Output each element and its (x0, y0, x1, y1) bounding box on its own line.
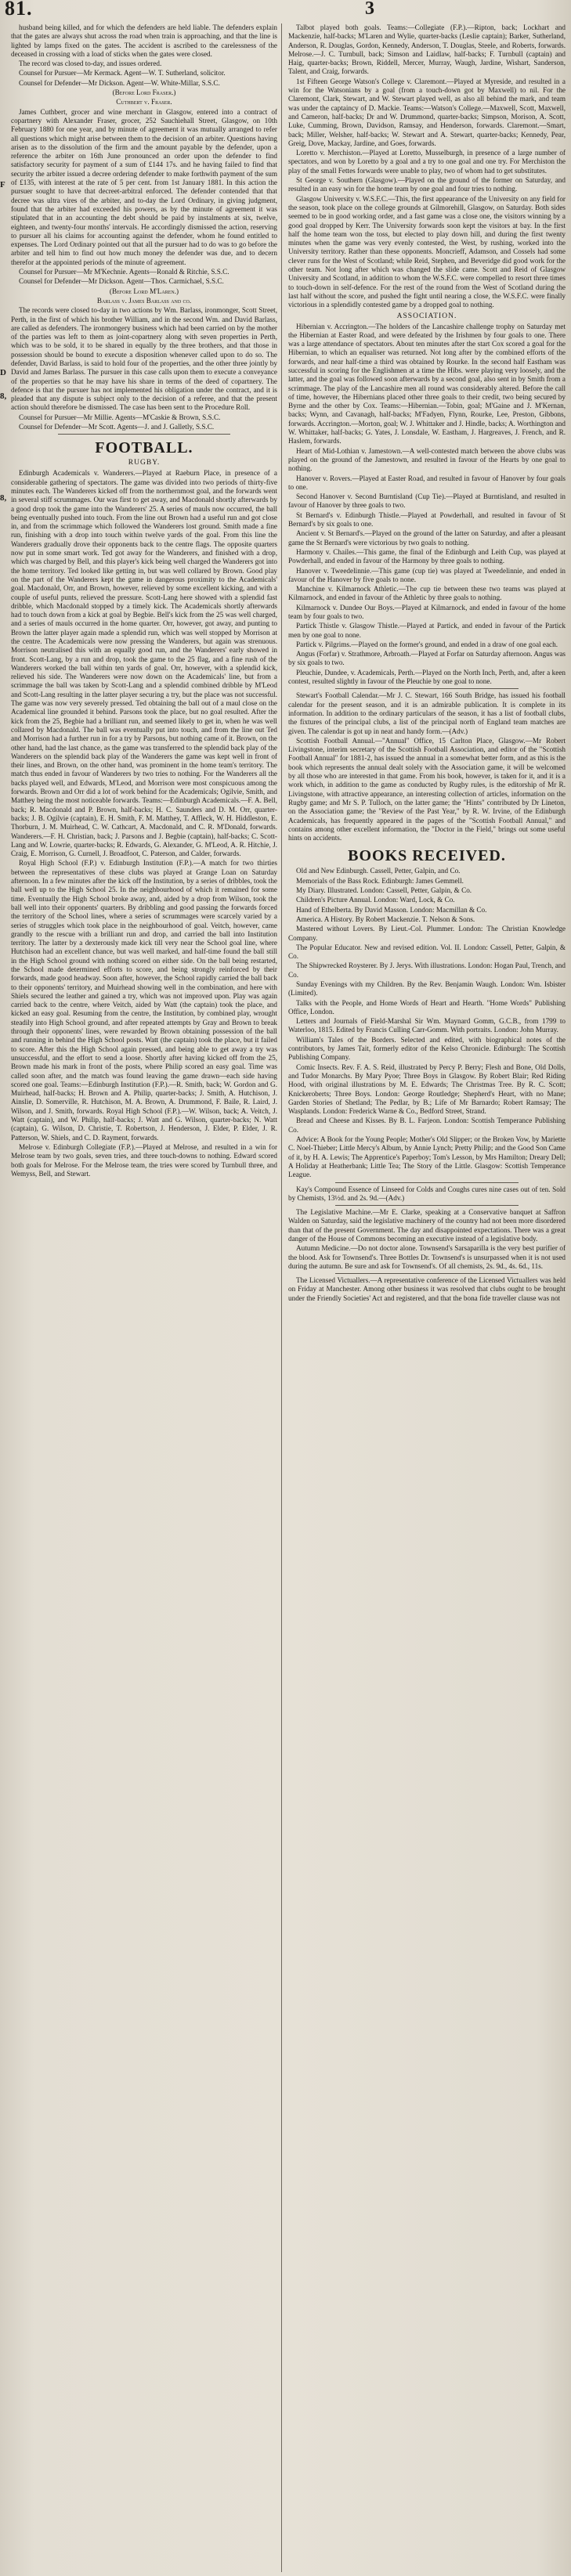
article-paragraph: Counsel for Pursuer—Mr M'Kechnie. Agents—Ronald & Ritchie, S.S.C. (19, 268, 229, 276)
article-paragraph: Letters and Journals of Field-Marshal Sir Wm. Maynard Gomm, G.C.B., from 1799 to Waterloo, 1815. Edited by Francis Culling Carr-Gomm. With portraits. London: John Murray. (288, 1017, 566, 1034)
article-paragraph: The Popular Educator. New and revised edition. Vol. II. London: Cassell, Petter, Galpin, & Co. (288, 943, 566, 961)
article-paragraph: St George v. Southern (Glasgow).—Played on the ground of the former on Saturday, and resulted in an easy win for the home team by one goal and four tries to nothing. (288, 176, 566, 193)
article-paragraph: Hibernian v. Accrington.—The holders of the Lancashire challenge trophy on Saturday met the Hibernian at Easter Road, and were defeated by the Irishmen by four goals to one. There was a large attendance of spectators. About ten minutes after the start Cox scored a goal for the Hibernian, to which an equaliser was returned. Not long after by the combined efforts of the forwards, and near half-time a third was obtained by Rourke. In the second half Eastham was successful in scoring for the Englishmen at a time the Hibs. were playing very loosely, and the latter, and the goal was followed soon afterwards by a second goal, also sent in by Smith from a scrimmage. The play of the Lancashire men all round was considerably altered. Before the call of time, however, the Hibernians placed other three goals to their credit, two being secured by Byrne and the other by Cox. Teams:—Hibernian.—Tobin, goal; M'Gaine and J. M'Kernan, backs; Wynn, and Cavanagh, half-backs; M'Fadyen, Flynn, Rourke, Lee, Preston, Gibbons, forwards. Accrington.—Morton, goal; W. J. Whittaker and J. Hindle, backs; A. Worthington and W. Whittaker, half-backs; G. Yates, J. Lonsdale, W. Eastham, J. Hargreaves, J. French, and R. Haslem, forwards. (288, 322, 566, 446)
article-paragraph: Counsel for Defender—Mr Dickson. Agent—W. White-Millar, S.S.C. (19, 78, 220, 87)
article-paragraph: Glasgow University v. W.S.F.C.—This, the first appearance of the University on any field for the season, took place on the college grounds at Gilmorehill, Glasgow, on Saturday. Both sides seemed to be in good working order, and a fast game was a close one, the visitors winning by a good goal dropped by Kerr. The University forwards soon kept the visitors at bay. In the first half the home team won the toss, but elected to play down hill, and during the first twenty minutes when the game was very evenly contested, the West, by rushing, worked into the University territory. Rather than these opponents. Moncrieff, Adamson, and Cossels had some clever runs for the West of Scotland; while Reid, Stephen, and Beveridge did good work for the other team. Not long after which was changed the slide came. Scott and Reid of Glasgow University and Scotland, in addition to whom the W.S.F.C. were compelled to resort three times to touch-down in self-defence. For the rest of the round from the West of Scotland during the last half without the score, and pushed the fight until nearing a close, the W.S.F.C. were finally victorious in a splendidly contested game by a dropped goal to nothing. (288, 194, 566, 309)
article-paragraph: The record was closed to-day, and issues ordered. (19, 60, 162, 68)
left-gutter-fragments (0, 23, 6, 2576)
article-paragraph: Harmony v. Chailes.—This game, the final of the Edinburgh and Leith Cup, was played at Powderhall, and ended in favour of the Harmony by three goals to nothing. (288, 547, 566, 565)
article-paragraph: Heart of Mid-Lothian v. Jamestown.—A well-contested match between the above clubs was played on the ground of the Jamestown, and resulted in favour of the Hearts by one goal to nothing. (288, 446, 566, 473)
article-paragraph: Old and New Edinburgh. Cassell, Petter, Galpin, and Co. (296, 867, 461, 875)
article-paragraph: The Legislative Machine.—Mr E. Clarke, speaking at a Conservative banquet at Saffron Walden on Saturday, said the legislative machinery of the country had not been more disordered than that of the present Government. The day and disappointed expectations. There was a great danger of the House of Commons becoming an executive instead of a legislative body. (288, 1208, 566, 1243)
article-paragraph: St Bernard's v. Edinburgh Thistle.—Played at Powderhall, and resulted in favour of St Bernard's by six goals to one. (288, 511, 566, 529)
article-paragraph: Autumn Medicine.—Do not doctor alone. Townsend's Sarsaparilla is the very best purifier of the blood. Ask for Townsend's. Three Bottles Dr. Townsend's is unsurpassed when it is not used during the autumn. Be sure and ask for Townsend's. Of all chemists, 2s. 9d., 4s. 6d., 11s. (288, 1244, 566, 1270)
article-paragraph: Royal High School (F.P.) v. Edinburgh Institution (F.P.).—A match for two thirties between the representatives of these clubs was played at Grange Loan on Saturday afternoon. In a few minutes after the kick off the Institution, by a series of dribbles, took the ball well up to the High School 25. In the neighbourhood of which it remained for some time. Eventually the High School broke away, and, aided by a drop from Wilson, took the ball well into their opponents' quarters. By dribbling and good passing the forwards forced the territory of the School lines, where a series of scrummages were scarcely varied by a series of struggles which took place in the neighbourhood of goal. Veitch, however, came grandly to the rescue with a brilliant run and drop, and carried the ball into Institution territory. The latter by a dexterously made kick till very near the School goal line, where Hutchison had an excellent chance, but was well marked, and half-time found the ball still in the High School ground with nothing scored on either side. On the ball being restarted, the School made determined efforts to score, and being strongly reinforced by their forwards, made good headway. Soon after, however, the School rapidly carried the ball back to their opponents' territory, and Muirhead showing well in the combination, and here with Shiels secured the leather and gained a try, which was not improved upon. Play was again carried back to the centre, where Veitch, aided by Watt (the captain) took the place, and kicked an easy goal. Resuming from the centre, the Institution, by combined play, wrought steadily into High School ground, and after repeated attempts by Gray and Brown to break through their opponents' lines, were rewarded by Brown obtaining possession of the ball and running in behind the High School posts. Watt (the captain) took the place, but it failed to score. After this the High School again pressed, and being able to get away a try was unsuccessful, and the effort to send a loose. Shortly after having kicked off from the 25, Brown made his mark in front of the posts, where Philip scored an easy goal. Time was called soon after, and the match was found leaving the game drawn—each side having scored one goal. Teams:—Edinburgh Institution (F.P.).—R. Smith, back; W. Gordon and G. Muirhead, half-backs; H. Brown and A. Philip, quarter-backs; J. Smith, A. Hutchison, J. Ainslie, D. Somerville, R. Hutchison, M. A. Brown, A. Drummond, F. Baile, R. Laird, J. Wilson, and J. Smith, forwards. Royal High School (F.P.).—W. Wilson, back; A. Veitch, J. Watt (captain), and W. Philip, half-backs; J. Watt and G. Wilson, quarter-backs; N. Watt (captain), G. Wilson, D. Christie, T. Robertson, J. Henderson, J. Elder, P. Elder, J. R. Patterson, W. Shiels, and C. D. Rayment, forwards. (11, 859, 277, 1142)
case-heading: Cuthbert v. Fraser. (116, 98, 172, 106)
section-rule (335, 1273, 519, 1274)
article-paragraph: Partick v. Pilgrims.—Played on the former's ground, and ended in a draw of one goal each. (296, 640, 558, 648)
article-paragraph: Edinburgh Academicals v. Wanderers.—Played at Raeburn Place, in presence of a considerable gathering of spectators. The game was divided into two periods of thirty-five minutes each. The Wanderers kicked off from the northernmost goal, and the forwards went in several stiff scrummages. Our was first to get away, and Macdonald shortly afterwards by a good drop took the game into the Wanderers' 25. A series of mauls now occurred, the ball being eventually pushed into touch. From the line out Brown had a useful run and got close in, and from the scrimmage which followed the Wanderers lost ground. Smith made a fine run, finishing with a drop into touch within twelve yards of the goal. From this line the Wanderers gradually drove their opponents back to the centre flags. The opposite quarters now put in some smart work. Ted got away for the Wanderers, and finished with a drop, which was charged by Bell, and this player's kick being well charged the Wanderers got into the home territory. Ted looked like getting in, but was well collared by Brown. Good play on the part of the Wanderers kept the game in dangerous proximity to the Academicals' goal. Macdonald, Orr, and Brown, however, relieved by some excellent kicking, and with a couple of useful punts, relieved the pressure. Scott-Lang here showed with a splendid fast dribble, which Macdonald stopped by a timely kick. The Academicals shortly afterwards had to touch down from a kick at goal by Begbie. Bell's kick from the 25 was well charged, and a series of mauls occurred in the home quarter. Orr, however, got away, and punting to Brown the latter player again made a splendid run, which was well stopped by Morrison at the centre. The Academicals were now pressing the Wanderers, but again was strenuous. Morrison neutralised this with an equally good run, and the Wanderers' early showed in front. Scott-Lang, by a run and drop, took the game to the 25 flag, and a fine rush of the Wanderers worked the ball within ten yards of goal. Orr, however, with a splendid kick, relieved his side. The Wanderers were now down on the Academicals' line, but from a scrimmage the ball was taken by Scott-Lang and a splendid combined dribble by M'Leod and Scott-Lang resulting in the latter player securing a try, but the place was not successful. The game was now very severely pressed. Ted obtaining the ball out of a maul close on the Academical line grounded it behind. Parsons took the place, but no goal resulted. After the kick from the 25, Begbie had a brilliant run, and seemed likely to get in, when he was well collared by Macdonald. The ball was eventually put into touch, and from the line out Ted and Morrison had a further run in for a try by Parsons, but nothing came of it. Brown, on the other hand, had the last chance, as the game was transferred to the splendid back play of the Wanderers on the splendid back play of the Wanderers the game was kept well in front of their lines, and Brown, on the other hand, was prominent in the home team's territory. The match thus ended in favour of Wanderers by two tries to nothing. For the Wanderers all the backs played well, and Edwards, M'Leod, and Morrison were most conspicuous among the forwards. Brown and Orr did a lot of work behind for the Academicals; Ogilvie, Smith, and Matthey being the most noticeable forwards. Teams:—Edinburgh Academicals.—F. A. Bell, back; R. Macdonald and P. Brown, half-backs; H. C. Saunders and D. M. Orr, quarter-backs; J. B. Ogilvie (captain), E. H. Smith, F. M. Matthey, T. Affleck, W. H. Hiddleston, E. Thorburn, J. M. Muirhead, C. W. Cathcart, A. Macdonald, and C. R. M'Donald, forwards. Wanderers.—F. H. Christian, back; J. Parsons and J. Begbie (captain), half-backs; C. Scott-Lang and W. Lowrie, quarter-backs; R. Edwards, G. Alexander, G. M'Leod, A. R. Hitchie, J. Craig, E. Morrison, G. Curnell, J. Broadfoot, C. Paterson, and Calder, forwards. (11, 469, 277, 858)
article-paragraph: Second Hanover v. Second Burntisland (Cup Tie).—Played at Burntisland, and resulted in favour of Hanover by three goals to two. (288, 492, 566, 510)
article-paragraph: Kay's Compound Essence of Linseed for Colds and Coughs cures nine cases out of ten. Sold by Chemists, 13½d. and 2s. 9d.—(Adv.) (288, 1185, 566, 1202)
article-paragraph: Ancient v. St Bernard's.—Played on the ground of the latter on Saturday, and after a pleasant game the St Bernard's were victorious by two goals to nothing. (288, 529, 566, 547)
article-paragraph: Hanover v. Tweedelinnie.—This game (cup tie) was played at Tweedelinnie, and ended in favour of the Hanover by five goals to none. (288, 566, 566, 583)
article-paragraph: Advice: A Book for the Young People; Mother's Old Slipper; or the Broken Vow, by Mariette C. Noel-Thieber; Little Mercy's Album, by Annie Lynch; Pretty Philip; and the Good Son Came of it, by H. A. Lewis; The Apprentice's Paperboy; Tom's Lesson, by Mrs Hamilton; Dreary Dell; A Holiday at Heatherbank; Little Tea; The Story of the Little. Glasgow: Scottish Temperance League. (288, 1135, 566, 1179)
article-paragraph: Sunday Evenings with my Children. By the Rev. Benjamin Waugh. London: Wm. Isbister (Limited). (288, 980, 566, 998)
article-paragraph: The Shipwrecked Roysterer. By J. Jerys. With illustrations. London: Hogan Paul, Trench, and Co. (288, 961, 566, 979)
article-paragraph: Memorials of the Bass Rock. Edinburgh: James Gemmell. (296, 876, 464, 885)
section-rule (58, 434, 230, 435)
page-number: 3 (365, 0, 374, 19)
masthead (0, 0, 571, 23)
gutter-fragment: D (0, 368, 6, 377)
article-paragraph: Hand of Ethelberta. By David Masson. London: Macmillan & Co. (296, 905, 487, 914)
article-paragraph: Melrose v. Edinburgh Collegiate (F.P.).—Played at Melrose, and resulted in a win for Melrose team by two goals, seven tries, and three touch-downs to nothing. Edward scored both goals for Melrose. For the Melrose team, the tries were scored by Turnbull three, and Wemyss, Bell, and Stewart. (11, 1142, 277, 1178)
page-year: 81. (5, 0, 33, 20)
subsection-heading: ASSOCIATION. (396, 312, 457, 320)
article-paragraph: Hanover v. Rovers.—Played at Easter Road, and resulted in favour of Hanover by four goals to one. (288, 474, 566, 491)
column-right (288, 23, 566, 2572)
article-paragraph: James Cuthbert, grocer and wine merchant in Glasgow, entered into a contract of copartnery with Alexander Fraser, grocer, 252 Sauchiehall Street, Glasgow, on 10th February 1880 for one year, and by minute of agreement it was mutually arranged to refer all questions which might arise between them to the decision of an arbiter. Questions having arisen as to the dissolution of the firm and the amount payable by the defender, upon a reference the arbiter on 16th June pronounced an order upon the defender to find satisfactory security for payment of a sum of £144 17s. and he having failed to find that security the arbiter issued a decree ordering defender to make forthwith payment of the sum of £135, with interest at the rate of 5 per cent. from 1st January 1881. In this action the pursuer sought to have that decreet-arbitral enforced. The defender contended that that decree was ultra vires of the arbiter, and to-day the Lord Ordinary, in giving judgment, found that the arbiter had exceeded his powers, as by the minute of agreement it was stipulated that in an accounting the debt should be paid by instalments at six, twelve, eighteen, and twenty-four months' intervals. He accordingly dismissed the action, reserving to pursuer all his claims for accounting against the defender, whom he found entitled to expenses. The Lord Ordinary pointed out that all the pursuer had to do was to go before the arbiter and tell him to find out how much money the defender was due, and to decern therefor at the appointed periods of the minute of agreement. (11, 107, 277, 266)
gutter-fragment: 8, (0, 391, 7, 401)
section-rule (335, 1182, 519, 1183)
article-paragraph: husband being killed, and for which the defenders are held liable. The defenders explain that the gates are always shut across the road when train is approaching, and that the line is lighted by lamps fixed on the gates. The accident is ascribed to the carelessness of the deceased in crossing with a load of sticks when the gates were closed. (11, 23, 277, 58)
article-paragraph: Stewart's Football Calendar.—Mr J. C. Stewart, 166 South Bridge, has issued his football calendar for the present season, and it is an admirable publication. It is complete in its information. In addition to the ordinary particulars of the season, it has a list of football clubs, the fixtures of the principal clubs, a list of the principal north of England team matches are given. The calendar is got up in neat and handy form.—(Adv.) (288, 691, 566, 735)
article-paragraph: My Diary. Illustrated. London: Cassell, Petter, Galpin, & Co. (296, 886, 472, 895)
article-paragraph: Partick Thistle v. Glasgow Thistle.—Played at Partick, and ended in favour of the Partick men by one goal to none. (288, 622, 566, 639)
article-paragraph: Counsel for Defender—Mr Scott. Agents—J. and J. Galletly, S.S.C. (19, 423, 215, 431)
article-paragraph: 1st Fifteen George Watson's College v. Claremont.—Played at Myreside, and resulted in a win for the Watsonians by a goal (from a touch-down got by Maxwell) to nil. For the Claremont, Clark, Stewart, and W. Stewart played well, as also all behind the mark, and team was under the captaincy of D. Mackie. Teams:—Watson's College.—Maxwell, Scott, Maxwell, and Cameron, half-backs; Dr and W. Drummond, quarter-backs; Simpson, Morison, A. Scott, Luke, Cumming, Brown, Davidson, Ramsay, and Henderson, forwards. Claremont.—Smart, back; Miller, Welsher, half-backs; W. Stewart and A. Stewart, quarter-backs; Kennedy, Pear, Greig, Dove, Mackay, Jardine, and Goes, forwards. (288, 77, 566, 147)
article-paragraph: Counsel for Pursuer—Mr Millie. Agents—M'Caskie & Brown, S.S.C. (19, 413, 221, 421)
section-rule (335, 688, 519, 689)
section-rule (335, 1205, 519, 1206)
article-paragraph: Pleuchie, Dundee, v. Academicals, Perth.—Played on the North Inch, Perth, and, after a keen contest, resulted slightly in favour of the Pleuchie by one goal to none. (288, 668, 566, 686)
article-paragraph: William's Tales of the Borders. Selected and edited, with biographical notes of the contributors, by James Tait, formerly editor of the Kelso Chronicle. Edinburgh: The Scottish Publishing Company. (288, 1035, 566, 1062)
article-paragraph: Loretto v. Merchiston.—Played at Loretto, Musselburgh, in presence of a large number of spectators, and won by Loretto by a goal and a try to one goal and one try. For Merchiston the play of the small Fettes forwards were unable to play, two of whom had to get substitutes. (288, 149, 566, 175)
article-paragraph: Talks with the People, and Home Words of Heart and Hearth. "Home Words" Publishing Office, London. (288, 998, 566, 1016)
article-paragraph: Mastered without Lovers. By Lieut.-Col. Plummer. London: The Christian Knowledge Company. (288, 925, 566, 942)
column-left (11, 23, 277, 2572)
case-heading: Barlass v. James Barlass and co. (96, 296, 192, 305)
article-paragraph: America. A History. By Robert Mackenzie. T. Nelson & Sons. (296, 915, 475, 923)
section-heading: FOOTBALL. (95, 439, 193, 457)
article-paragraph: Talbot played both goals. Teams:—Collegiate (F.P.).—Ripton, back; Lockhart and Mackenzie, half-backs; M'Laren and Wylie, quarter-backs (Leslie captain); Barker, Sutherland, Anderson, R. Douglas, Gordon, Kennedy, Anderson, T. Douglas, Steele, and Roberts, forwards. Melrose.—J. C. Turnbull, back; Simson and Laidlaw, half-backs; F. Turnbull (captain) and Haig, quarter-backs; Brown, Riddell, Mercer, Murray, Waugh, Jardine, Wishart, Sanderson, Talent, and Craig, forwards. (288, 23, 566, 76)
article-paragraph: Kilmarnock v. Dundee Our Boys.—Played at Kilmarnock, and ended in favour of the home team by four goals to two. (288, 603, 566, 620)
gutter-fragment: F (0, 180, 5, 189)
article-paragraph: Manchine v. Kilmarnock Athletic.—The cup tie between these two teams was played at Kilmarnock, and ended in favour of the Athletic by three goals to nothing. (288, 585, 566, 602)
article-paragraph: Angus (Forfar) v. Strathmore, Arbroath.—Played at Forfar on Saturday afternoon. Angus was by six goals to two. (288, 650, 566, 667)
case-heading: (Before Lord M'Laren.) (109, 287, 179, 295)
article-paragraph: Bread and Cheese and Kisses. By B. L. Farjeon. London: Scottish Temperance Publishing Co. (288, 1117, 566, 1134)
subsection-heading: RUGBY. (128, 459, 161, 467)
article-paragraph: Scottish Football Annual.—"Annual" Office, 15 Carlton Place, Glasgow.—Mr Robert Livingstone, interim secretary of the Scottish Football Association, and editor of the "Scottish Football Annual" for 1881-2, has issued the annual in a somewhat better form, and as this is the book which represents the annual dealt solely with the Association game, it will be welcomed by all those who are interested in that game. From his book, however, is taken for it, and it is a work which, in addition to the game as conducted by Rugby rules, is the editorship of Mr R. Livingstone, with attractive appearance, an interesting collection of articles, information on the Rugby game; and Mr S. P. Tulloch, on the latter game; the "Hints" contributed by Dr Lineton, on the Association game; the "Review of the Past Year," by R. W. Irvine, of the Edinburgh Academicals, has frequently appeared in the pages of the "Scottish Football Annual," and contains among other excellent information, the "Doctor in the Field," brings out some useful hints on accidents. (288, 736, 566, 842)
article-paragraph: Comic Insects. Rev. F. A. S. Reid, illustrated by Percy P. Berry; Flesh and Bone, Old Dolls, and Tudor Monarchs. By Mary Pyoe; Three Boys in Glasgow. By Robert Blair; Red Riding Hood, with original illustrations by M. E. Edwards; The Christmas Tree. By R. C. Scott; Knickeroberts; Three Boys. London: George Routledge; Shepherd's Heart, with no Mane; Garden Stories of Shetland; The Pedlar, by B.; Life of Mr Barnardo; Robert Ramsay; The Wasplands. London: Frederick Warne & Co., Bedford Street, Strand. (288, 1063, 566, 1116)
column-divider (281, 23, 282, 2572)
article-paragraph: The Licensed Victuallers.—A representative conference of the Licensed Victuallers was held on Friday at Manchester. Among other business it was resolved that clubs ought to be brought under the Friendly Societies' Act and registered, and that the bona fide traveller clause was not (288, 1276, 566, 1302)
article-paragraph: The records were closed to-day in two actions by Wm. Barlass, ironmonger, Scott Street, Perth, in the first of which his brother William, and in the second Wm. and David Barlass, are called as defenders. The ironmongery business which had been carried on by the mother of the parties was left to them as joint-copartnery along with seven properties in Perth, which was to be sold, it to be shared in equally by the three brothers, and that those in possession should be bound to execute a disposition whenever called upon to do so. The defender, David Barlass, is said to hold four of the properties, and the other three jointly by David and James Barlass. The pursuer in this case calls upon them to execute a conveyance of the properties so that he may have his share in terms of the deed of copartnery. The defence is that the pursuer has not implemented his obligation under the contract, and it is pleaded that any dispute is subject only to the decision of a referee, and that the present action should therefore be dismissed. The case has been sent to the Procedure Roll. (11, 306, 277, 412)
article-paragraph: Children's Picture Annual. London: Ward, Lock, & Co. (296, 896, 455, 904)
case-heading: (Before Lord Fraser.) (112, 88, 176, 97)
gutter-fragment: 8, (0, 493, 7, 503)
section-heading: BOOKS RECEIVED. (348, 847, 506, 865)
article-paragraph: Counsel for Defender—Mr Dickson. Agent—Thos. Carmichael, S.S.C. (19, 277, 224, 286)
article-paragraph: Counsel for Pursuer—Mr Kermack. Agent—W. T. Sutherland, solicitor. (19, 69, 226, 78)
